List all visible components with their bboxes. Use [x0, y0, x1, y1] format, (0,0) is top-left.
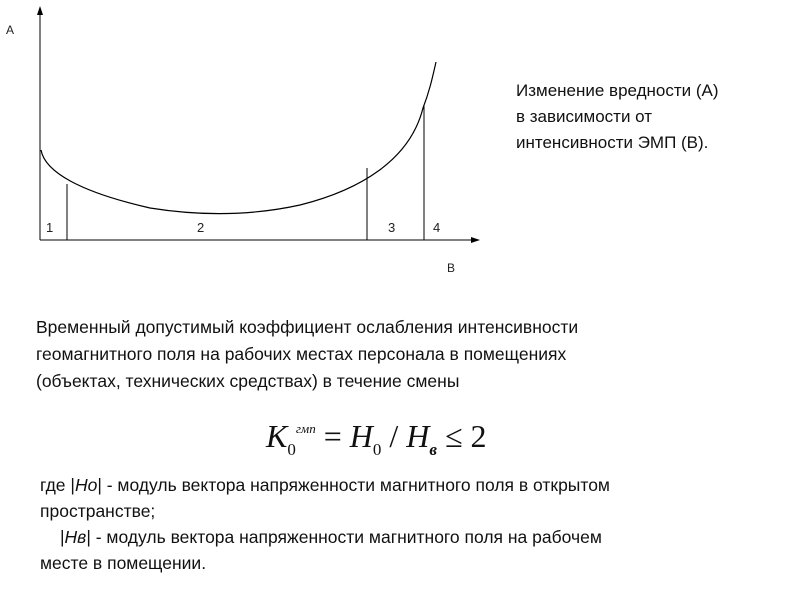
definition-line-4: месте в помещении. [40, 553, 207, 573]
definition-1-text: | - модуль вектора напряженности магнитного поля в открытом [97, 475, 610, 495]
x-axis-arrow [471, 237, 480, 243]
caption-line-1: Изменение вредности (А) [516, 81, 719, 100]
y-axis-label: A [6, 23, 15, 37]
attenuation-formula [266, 418, 487, 460]
zone-label-1: 1 [46, 220, 54, 235]
definition-2-prefix: | [60, 527, 65, 547]
diagram-caption [516, 78, 796, 156]
formula-eq: = [315, 418, 350, 454]
paragraph-line-3: (объектах, технических средствах) в течение смены [36, 371, 460, 391]
definition-line-1 [40, 472, 780, 498]
formula-hv-sub: в [429, 440, 437, 459]
definition-1-prefix: где | [40, 475, 75, 495]
paragraph-line-1: Временный допустимый коэффициент ослабления интенсивности [36, 317, 579, 337]
definition-2-text: | - модуль вектора напряженности магнитного поля на рабочем [86, 527, 602, 547]
formula-rel: ≤ 2 [436, 418, 487, 454]
formula-h0-sub: 0 [372, 440, 382, 459]
formula-k-sub: 0 [287, 440, 296, 459]
definition-line-3 [40, 524, 780, 550]
formula-h0: H [349, 418, 373, 454]
zone-label-4: 4 [433, 220, 441, 235]
formula-hv: H [406, 418, 430, 454]
formula-k-sup: гмп [295, 421, 316, 436]
caption-line-2: в зависимости от [516, 107, 653, 126]
formula-k: K [266, 418, 288, 454]
zone-label-3: 3 [388, 220, 396, 235]
zone-label-2: 2 [197, 220, 205, 235]
definition-line-2: пространстве; [40, 501, 156, 521]
coefficient-paragraph [36, 314, 776, 395]
definitions-block [40, 472, 780, 576]
harm-curve [41, 62, 436, 214]
definition-2-symbol: Нв [64, 527, 87, 547]
caption-line-3: интенсивности ЭМП (В). [516, 133, 709, 152]
definition-1-symbol: Но [74, 475, 98, 495]
formula-div: / [381, 418, 407, 454]
y-axis-arrow [37, 6, 43, 15]
x-axis-label: B [447, 261, 456, 275]
paragraph-line-2: геомагнитного поля на рабочих местах персонала в помещениях [36, 344, 567, 364]
